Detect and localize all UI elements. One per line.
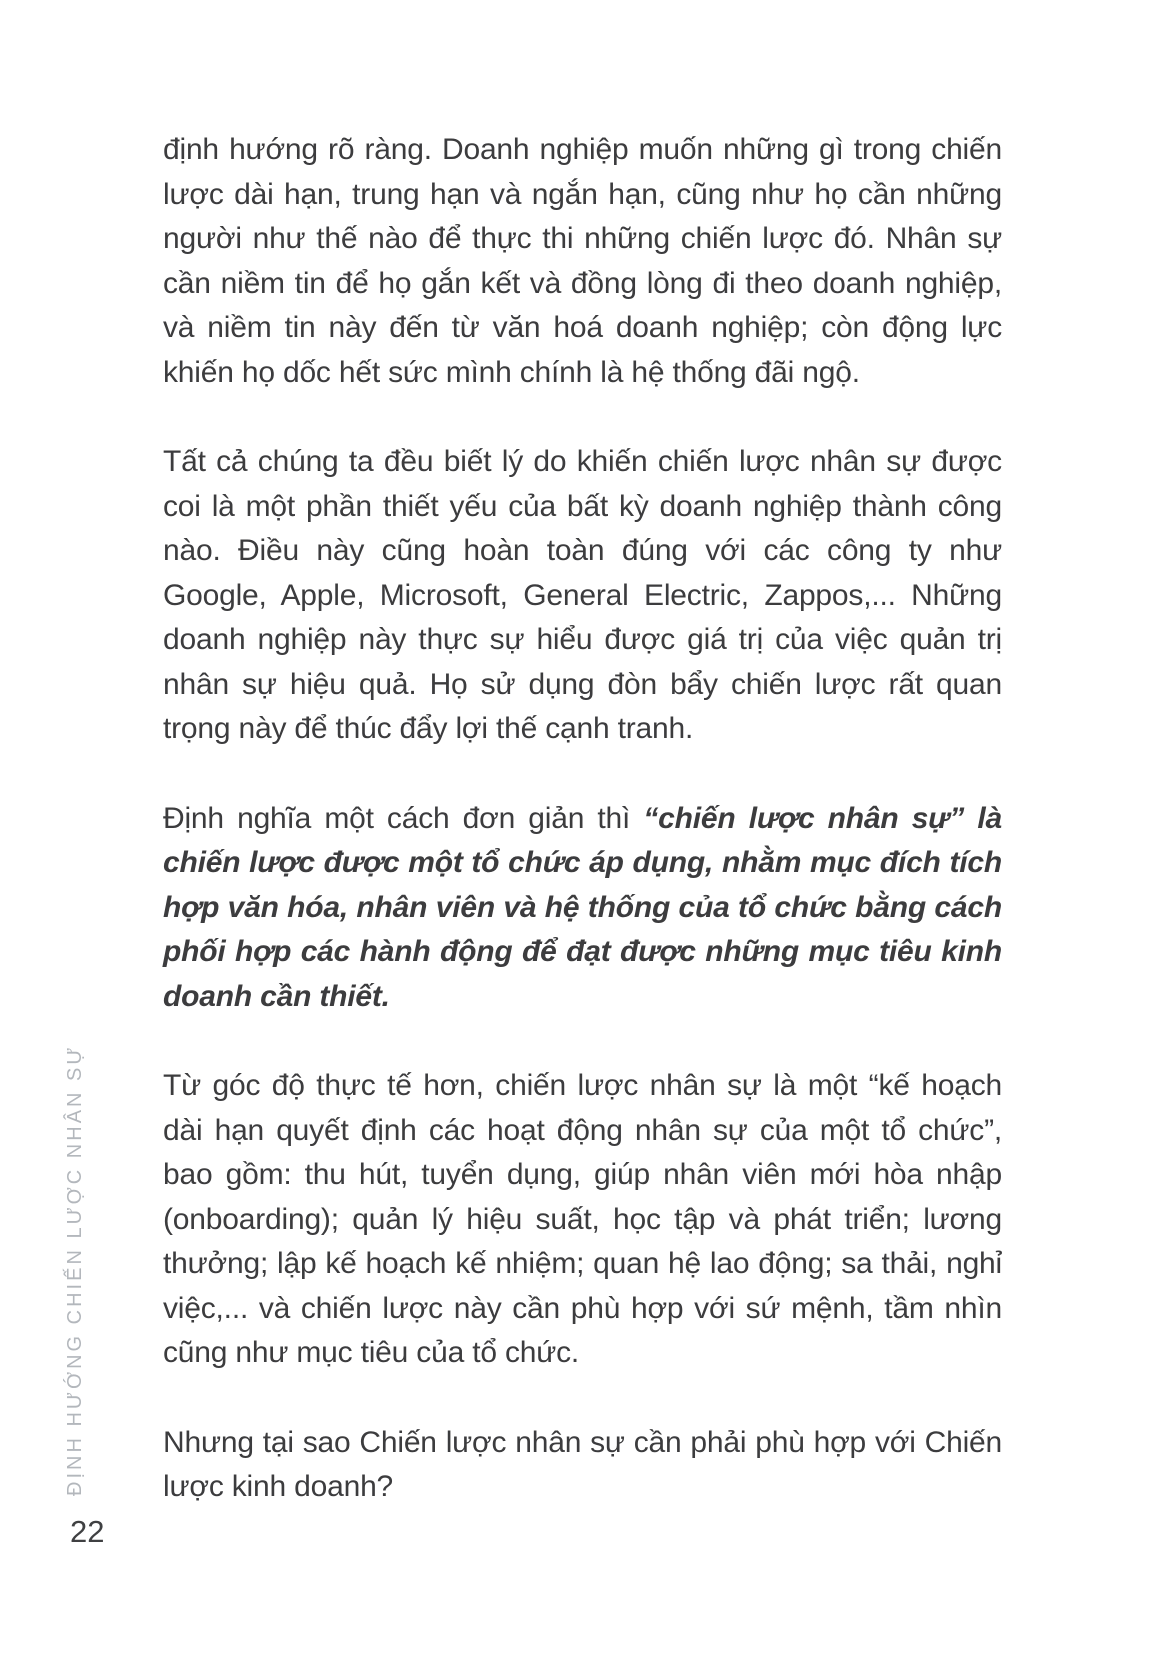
paragraph-3-emphasis: “chiến lược nhân sự” là chiến lược được một tổ chức áp dụng, nhằm mục đích tích hợp văn hóa, nhân viên và hệ thống của tổ chức bằng cách phối hợp các hành động để đạt được những mục tiêu kinh doanh cần thiết. xyxy=(163,801,1003,1013)
paragraph-5: Nhưng tại sao Chiến lược nhân sự cần phải phù hợp với Chiến lược kinh doanh? xyxy=(163,1425,1002,1503)
paragraph-1: định hướng rõ ràng. Doanh nghiệp muốn những gì trong chiến lược dài hạn, trung hạn và ngắn hạn, cũng như họ cần những người như thế nào để thực thi những chiến lược đó. Nhân sự cần niềm tin để họ gắn kết và đồng lòng đi theo doanh nghiệp, và niềm tin này đến từ văn hoá doanh nghiệp; còn động lực khiến họ dốc hết sức mình chính là hệ thống đãi ngộ. xyxy=(163,133,1002,389)
page-number: 22 xyxy=(70,1514,105,1549)
body-text-column xyxy=(163,128,1002,1510)
chapter-sidebar-label: ĐỊNH HƯỚNG CHIẾN LƯỢC NHÂN SỰ xyxy=(64,1044,86,1496)
paragraph-3-intro: Định nghĩa một cách đơn giản thì xyxy=(163,801,644,835)
paragraph-3 xyxy=(163,797,1002,1020)
paragraph-4: Từ góc độ thực tế hơn, chiến lược nhân sự là một “kế hoạch dài hạn quyết định các hoạt động nhân sự của một tổ chức”, bao gồm: thu hút, tuyển dụng, giúp nhân viên mới hòa nhập (onboarding); quản lý hiệu suất, học tập và phát triển; lương thưởng; lập kế hoạch kế nhiệm; quan hệ lao động; sa thải, nghỉ việc,... và chiến lược này cần phù hợp với sứ mệnh, tầm nhìn cũng như mục tiêu của tổ chức. xyxy=(163,1069,1002,1369)
paragraph-2: Tất cả chúng ta đều biết lý do khiến chiến lược nhân sự được coi là một phần thiết yếu của bất kỳ doanh nghiệp thành công nào. Điều này cũng hoàn toàn đúng với các công ty như Google, Apple, Microsoft, General Electric, Zappos,... Những doanh nghiệp này thực sự hiểu được giá trị của việc quản trị nhân sự hiệu quả. Họ sử dụng đòn bẩy chiến lược rất quan trọng này để thúc đẩy lợi thế cạnh tranh. xyxy=(163,445,1002,745)
